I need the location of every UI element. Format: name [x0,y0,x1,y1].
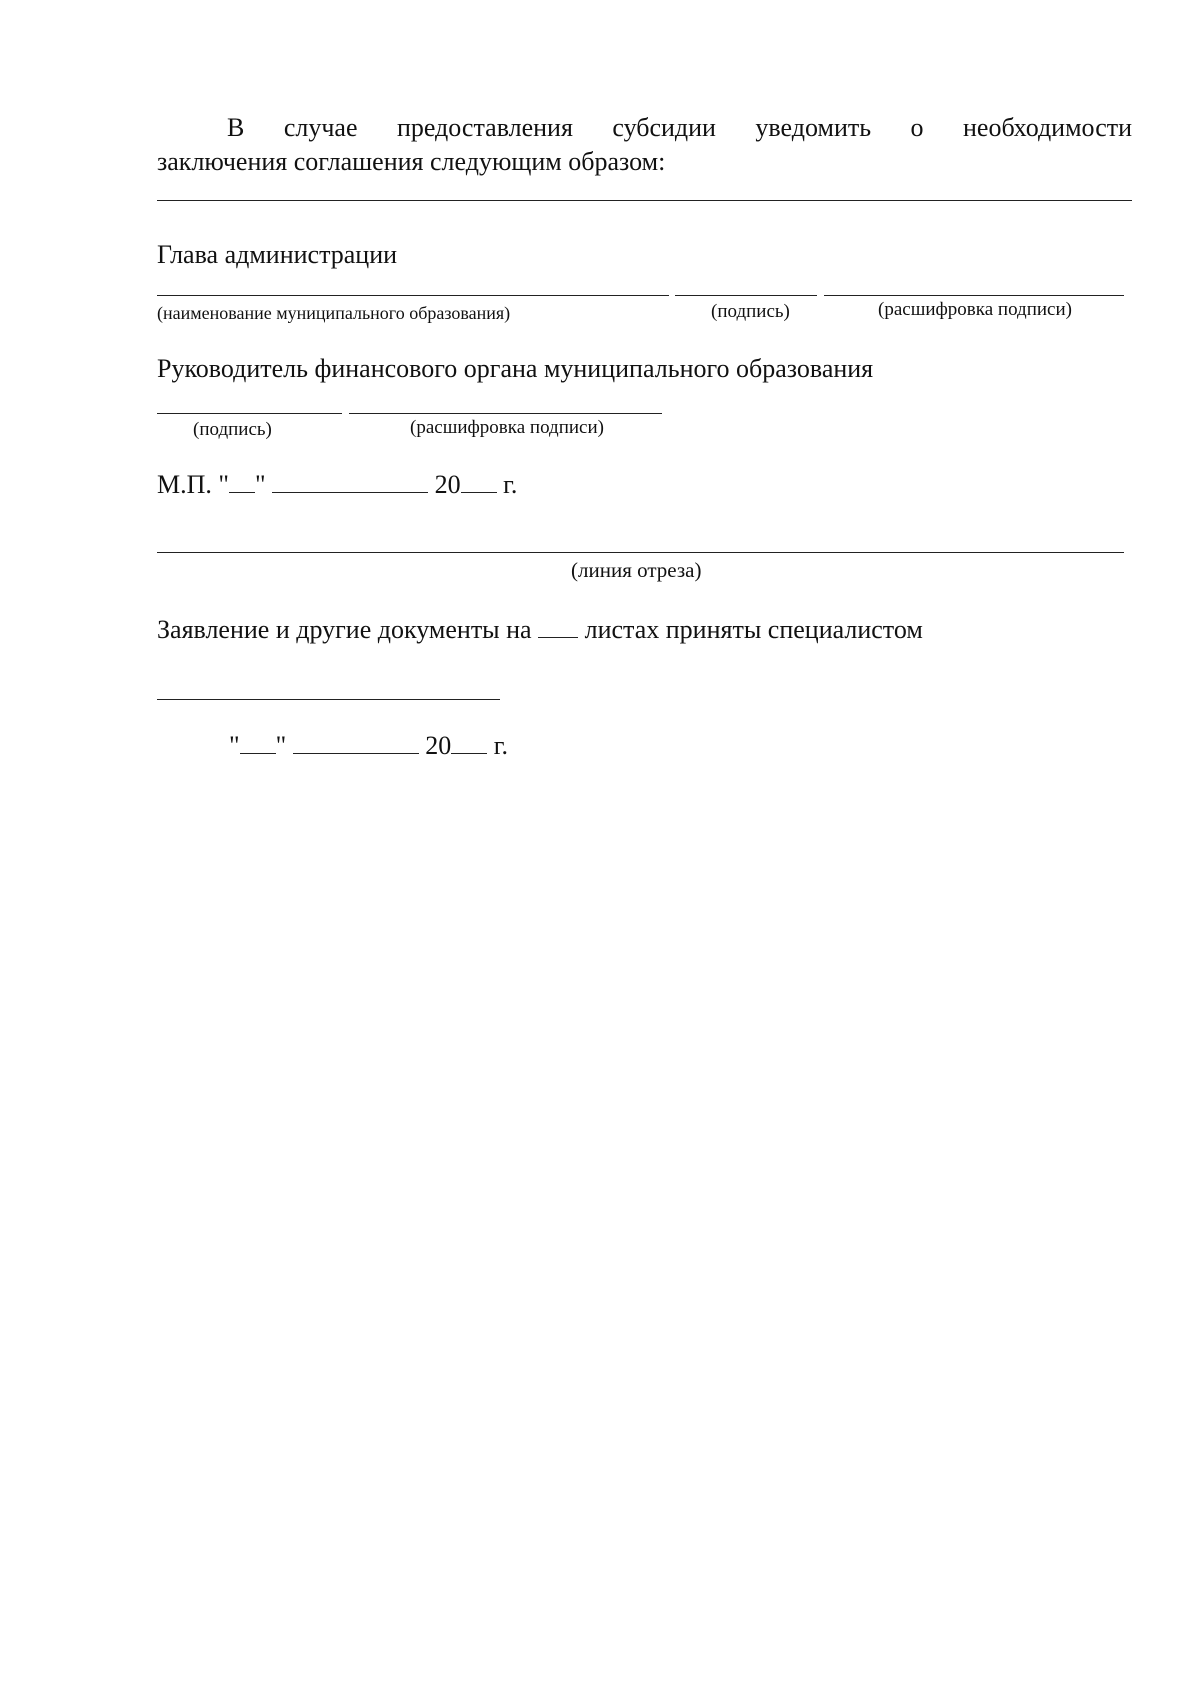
receipt-text [157,614,923,646]
stamp-year-prefix: 20 [434,470,461,499]
stamp-year-blank [461,470,497,493]
receipt-text-after: листах приняты специалистом [584,615,923,644]
receipt-quote-open: " [229,731,240,760]
stamp-mp-label: М.П. [157,470,212,499]
stamp-date-line [157,469,517,501]
head-signature-line [675,295,817,296]
receipt-specialist-line [157,699,500,700]
receipt-sheets-blank [538,615,578,638]
cut-line [157,552,1124,553]
finance-decoding-line [349,413,662,414]
head-caption-name: (наименование муниципального образования) [157,303,511,323]
head-caption-signature: (подпись) [711,301,790,322]
intro-line-2: заключения соглашения следующим образом: [157,147,666,176]
stamp-quote-close: " [255,470,266,499]
receipt-year-blank [451,731,487,754]
finance-caption-decoding: (расшифровка подписи) [410,417,604,438]
receipt-day-blank [240,731,276,754]
head-caption-decoding: (расшифровка подписи) [878,299,1072,320]
receipt-year-suffix: г. [493,731,508,760]
stamp-quote-open: " [218,470,230,499]
intro-line-1-rest: случае предоставления субсидии уведомить о необходимости [283,113,1133,142]
finance-caption-signature: (подпись) [193,419,272,440]
intro-fill-line [157,200,1132,201]
stamp-month-blank [272,470,428,493]
intro-line-1-first-word: В [227,113,245,142]
head-title: Глава администрации [157,240,398,269]
receipt-text-before: Заявление и другие документы на [157,615,532,644]
finance-title: Руководитель финансового органа муниципального образования [157,354,874,383]
stamp-year-suffix: г. [503,470,518,499]
receipt-month-blank [293,731,419,754]
head-name-line [157,295,669,296]
finance-signature-line [157,413,342,414]
cut-caption: (линия отреза) [571,558,702,582]
stamp-day-blank [229,470,255,493]
receipt-year-prefix: 20 [425,731,452,760]
receipt-quote-close: " [275,731,287,760]
receipt-date-line [229,730,508,762]
intro-line-1 [157,112,1132,144]
head-decoding-line [824,295,1124,296]
